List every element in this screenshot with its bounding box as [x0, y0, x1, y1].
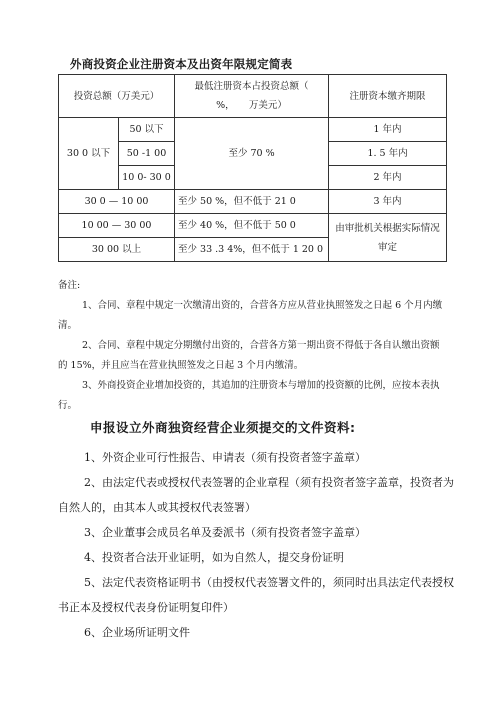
note-item: 2、合同、章程中规定分期缴付出资的，合营各方第一期出资不得低于各自认缴出资额的 15%，并且应当在营业执照签发之日起 3 个月内缴清。 [58, 340, 440, 371]
table-row [59, 190, 447, 214]
table-row [59, 214, 447, 238]
period-cell: 由审批机关根据实际情况审定 [329, 214, 447, 262]
table-header-row [59, 75, 447, 118]
period-cell: 1 年内 [329, 118, 447, 142]
note-item: 3、外商投资企业增加投资的，其追加的注册资本与增加的投资额的比例，应按本表执行。 [58, 380, 440, 411]
period-cell: 3 年内 [329, 190, 447, 214]
minimum-cell: 至少 50 %，但不低于 21 0 [175, 190, 329, 214]
header-payment-period: 注册资本缴齐期限 [329, 75, 447, 118]
table-row [59, 118, 447, 142]
list-item: 3、企业董事会成员名单及委派书（须有投资者签字盖章） [84, 526, 366, 539]
note-item: 1、合同、章程中规定一次缴清出资的，合营各方应从营业执照签发之日起 6 个月内缴清。 [58, 300, 443, 331]
list-item: 1、外资企业可行性报告、申请表（须有投资者签字盖章） [84, 451, 366, 464]
header-investment-total: 投资总额（万美元） [59, 75, 175, 118]
table-title: 外商投资企业注册资本及出资年限规定简表 [70, 57, 293, 71]
header-minimum-capital-line2: %， 万美元） [216, 100, 287, 111]
range-cell: 10 0- 30 0 [119, 166, 175, 190]
minimum-cell: 至少 70 % [175, 118, 329, 190]
list-item: 5、法定代表资格证明书（由授权代表签署文件的，须同时出具法定代表授权书正本及授权代表身份证明复印件） [58, 576, 454, 614]
minimum-cell: 至少 40 %，但不低于 50 0 [175, 214, 329, 238]
minimum-cell: 至少 33 .3 4%，但不低于 1 20 0 [175, 238, 329, 262]
header-minimum-capital [175, 75, 329, 118]
notes-heading: 备注: [58, 280, 81, 291]
range-cell: 30 00 以上 [59, 238, 175, 262]
notes-section [58, 276, 448, 416]
period-cell: 1. 5 年内 [329, 142, 447, 166]
list-item: 4、投资者合法开业证明，如为自然人，提交身份证明 [84, 551, 344, 564]
range-cell: 50 -1 00 [119, 142, 175, 166]
header-minimum-capital-line1: 最低注册资本占投资总额（ [194, 81, 309, 92]
registered-capital-table [58, 74, 447, 262]
range-cell: 30 0 — 10 00 [59, 190, 175, 214]
range-cell: 50 以下 [119, 118, 175, 142]
group-label-under-300: 30 0 以下 [59, 118, 119, 190]
list-item: 6、企业场所证明文件 [84, 626, 190, 639]
section-title: 申报设立外商独资经营企业须提交的文件资料: [90, 420, 356, 435]
list-item: 2、由法定代表或授权代表签署的企业章程（须有投资者签字盖章，投资者为自然人的，由其本人或其授权代表签署） [58, 476, 454, 514]
range-cell: 10 00 — 30 00 [59, 214, 175, 238]
period-cell: 2 年内 [329, 166, 447, 190]
required-documents-list [58, 445, 454, 645]
